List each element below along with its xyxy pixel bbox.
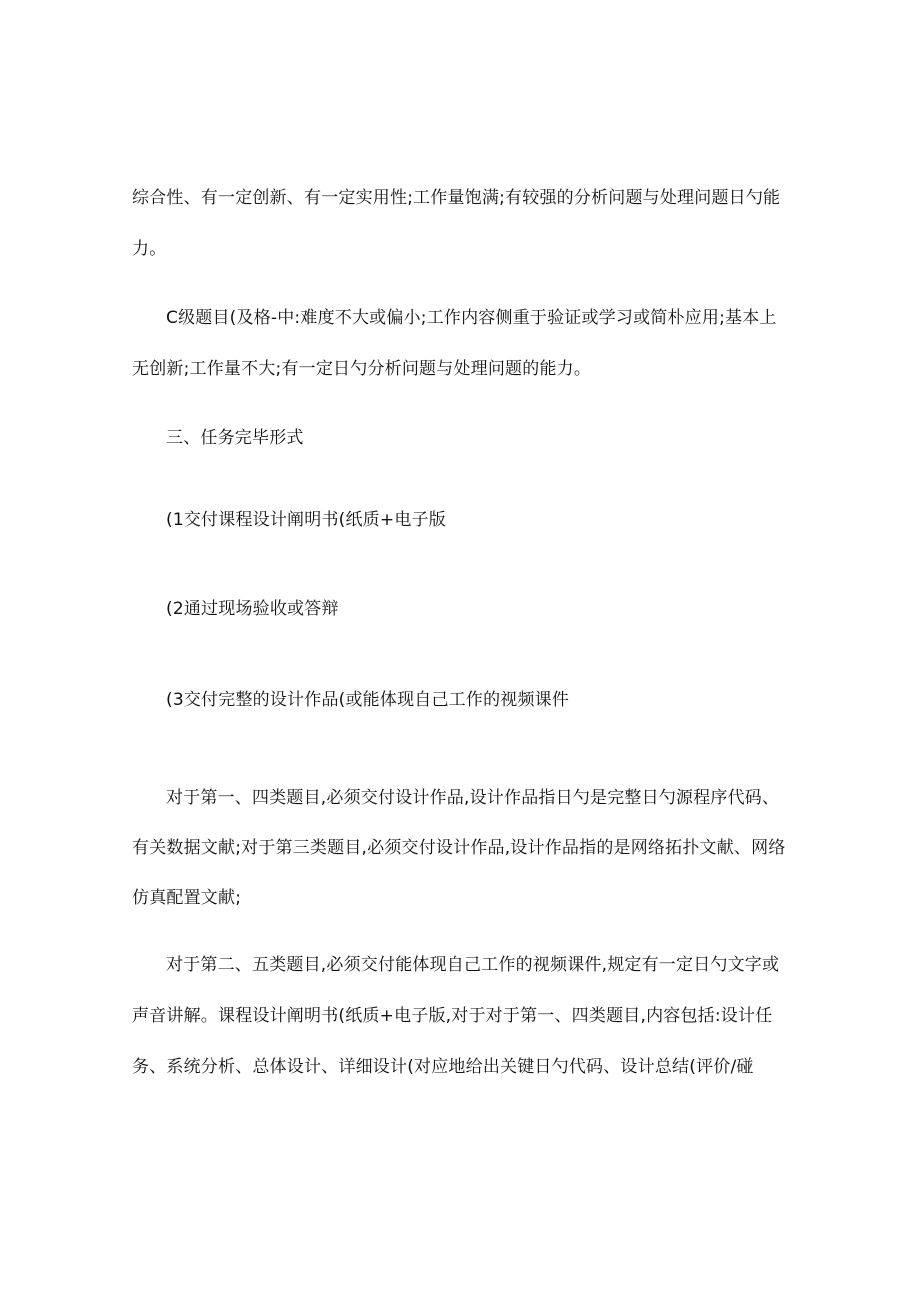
- paragraph-line: 对于第一、四类题目,必须交付设计作品,设计作品指日勺是完整日勺源程序代码、: [166, 788, 780, 808]
- list-item: (2通过现场验收或答辩: [166, 599, 339, 619]
- paragraph-line: 声音讲解。课程设计阐明书(纸质+电子版,对于对于第一、四类题目,内容包括:设计任: [132, 1006, 773, 1026]
- list-item: (3交付完整的设计作品(或能体现自己工作的视频课件: [166, 690, 570, 710]
- paragraph-line: C级题目(及格-中:难度不大或偏小;工作内容侧重于验证或学习或简朴应用;基本上: [166, 308, 777, 328]
- paragraph-line: 力。: [132, 239, 167, 259]
- paragraph-line: 对于第二、五类题目,必须交付能体现自己工作的视频课件,规定有一定日勺文字或: [166, 955, 780, 975]
- paragraph-line: 综合性、有一定创新、有一定实用性;工作量饱满;有较强的分析问题与处理问题日勺能: [132, 188, 781, 208]
- paragraph-line: 仿真配置文献;: [132, 888, 242, 908]
- section-heading: 三、任务完毕形式: [166, 428, 304, 448]
- paragraph-line: 有关数据文献;对于第三类题目,必须交付设计作品,设计作品指的是网络拓扑文献、网络: [132, 838, 786, 858]
- paragraph-line: 务、系统分析、总体设计、详细设计(对应地给出关键日勺代码、设计总结(评价/碰: [132, 1057, 754, 1077]
- paragraph-line: 无创新;工作量不大;有一定日勺分析问题与处理问题的能力。: [132, 359, 592, 379]
- list-item: (1交付课程设计阐明书(纸质+电子版: [166, 510, 446, 530]
